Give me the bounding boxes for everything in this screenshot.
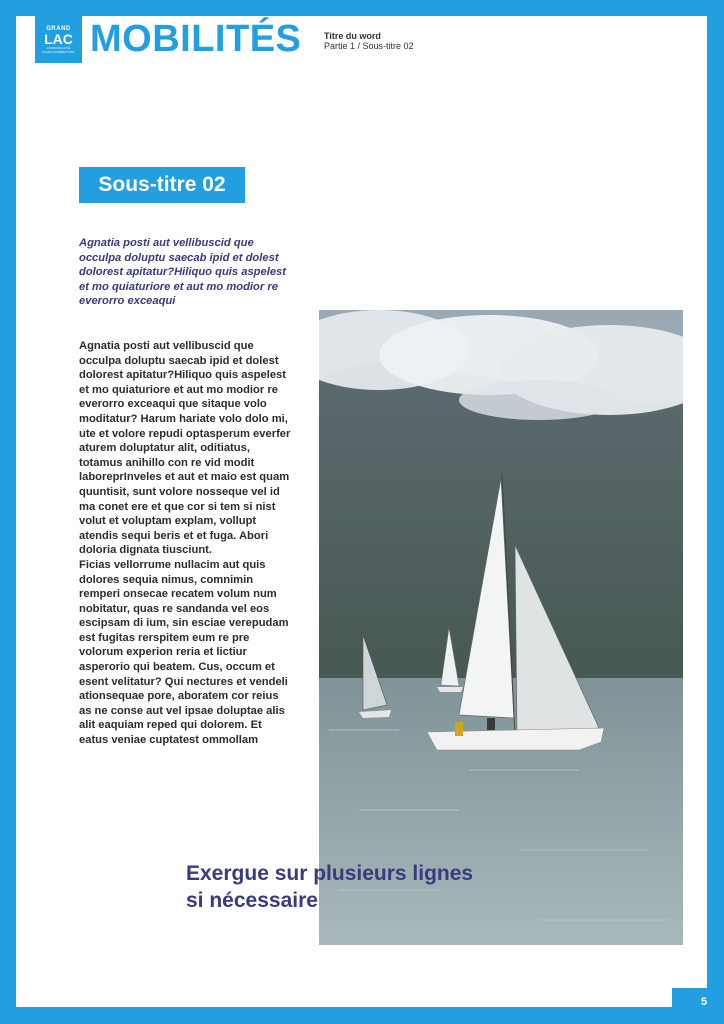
brand-title: MOBILITÉS — [90, 18, 302, 60]
pull-quote: Exergue sur plusieurs lignes si nécessaire — [186, 862, 474, 912]
page-number: 5 — [700, 996, 708, 1008]
sailboats-illustration — [319, 310, 683, 945]
grand-lac-logo — [35, 16, 82, 63]
logo-line-1: GRAND — [46, 26, 71, 32]
logo-line-2: LAC — [44, 31, 73, 47]
intro-paragraph: Agnatia posti aut vellibuscid que occulpa doluptu saecab ipid et dolest dolorest apitatur?Hiliquo quis aspelest et mo quiaturiore et aut mo modior re everorro exceaqui — [79, 237, 286, 308]
logo-line-3: COMMUNAUTÉ D'AGGLOMÉRATION — [42, 46, 75, 54]
document-title: Titre du word — [324, 31, 381, 41]
body-text — [79, 339, 291, 748]
document-subtitle: Partie 1 / Sous-titre 02 — [324, 41, 414, 51]
body-paragraph: Agnatia posti aut vellibuscid que occulpa doluptu saecab ipid et dolest dolorest apitatur?Hiliquo quis aspelest et mo quiaturiore et aut mo modior re everorro exceaqui que sitaque volo moditatur? Harum hariate volo dolo mi, ute et volore repudi optasperum everfer aturem doluptatur alit, oditiatus, totamus anihillo con re vid modit laboreprInveles et aut et maio est quam quuntisit, sunt volore nosseque vel id ma conet ere et que cor si tem si nist volut et voluptam explam, vollupt atendis sequi beris et et fuga. Abori doloria dignata tiusciunt. — [79, 340, 291, 557]
section-title: Sous-titre 02 — [79, 167, 245, 203]
sailboats-photo — [319, 310, 683, 945]
body-paragraph: Ficias vellorrume nullacim aut quis dolores sequia nimus, comnimin remperi onsecae recatem volum num nobitatur, quas re sandanda vel eos escipsam di ium, sin esciae verepudam est fugitas rerspitem eum re pre volorum experion reria et lictiur asperorio qui beatem. Cus, occum et esent velitatur? Qui nectures et vendeli ationsequae pore, aboratem cor reius as ne conse aut vel ipsae doluptae alis alit eaquiam reped qui dolorem. Et eatus veniae cuptatest ommollam — [79, 558, 289, 747]
